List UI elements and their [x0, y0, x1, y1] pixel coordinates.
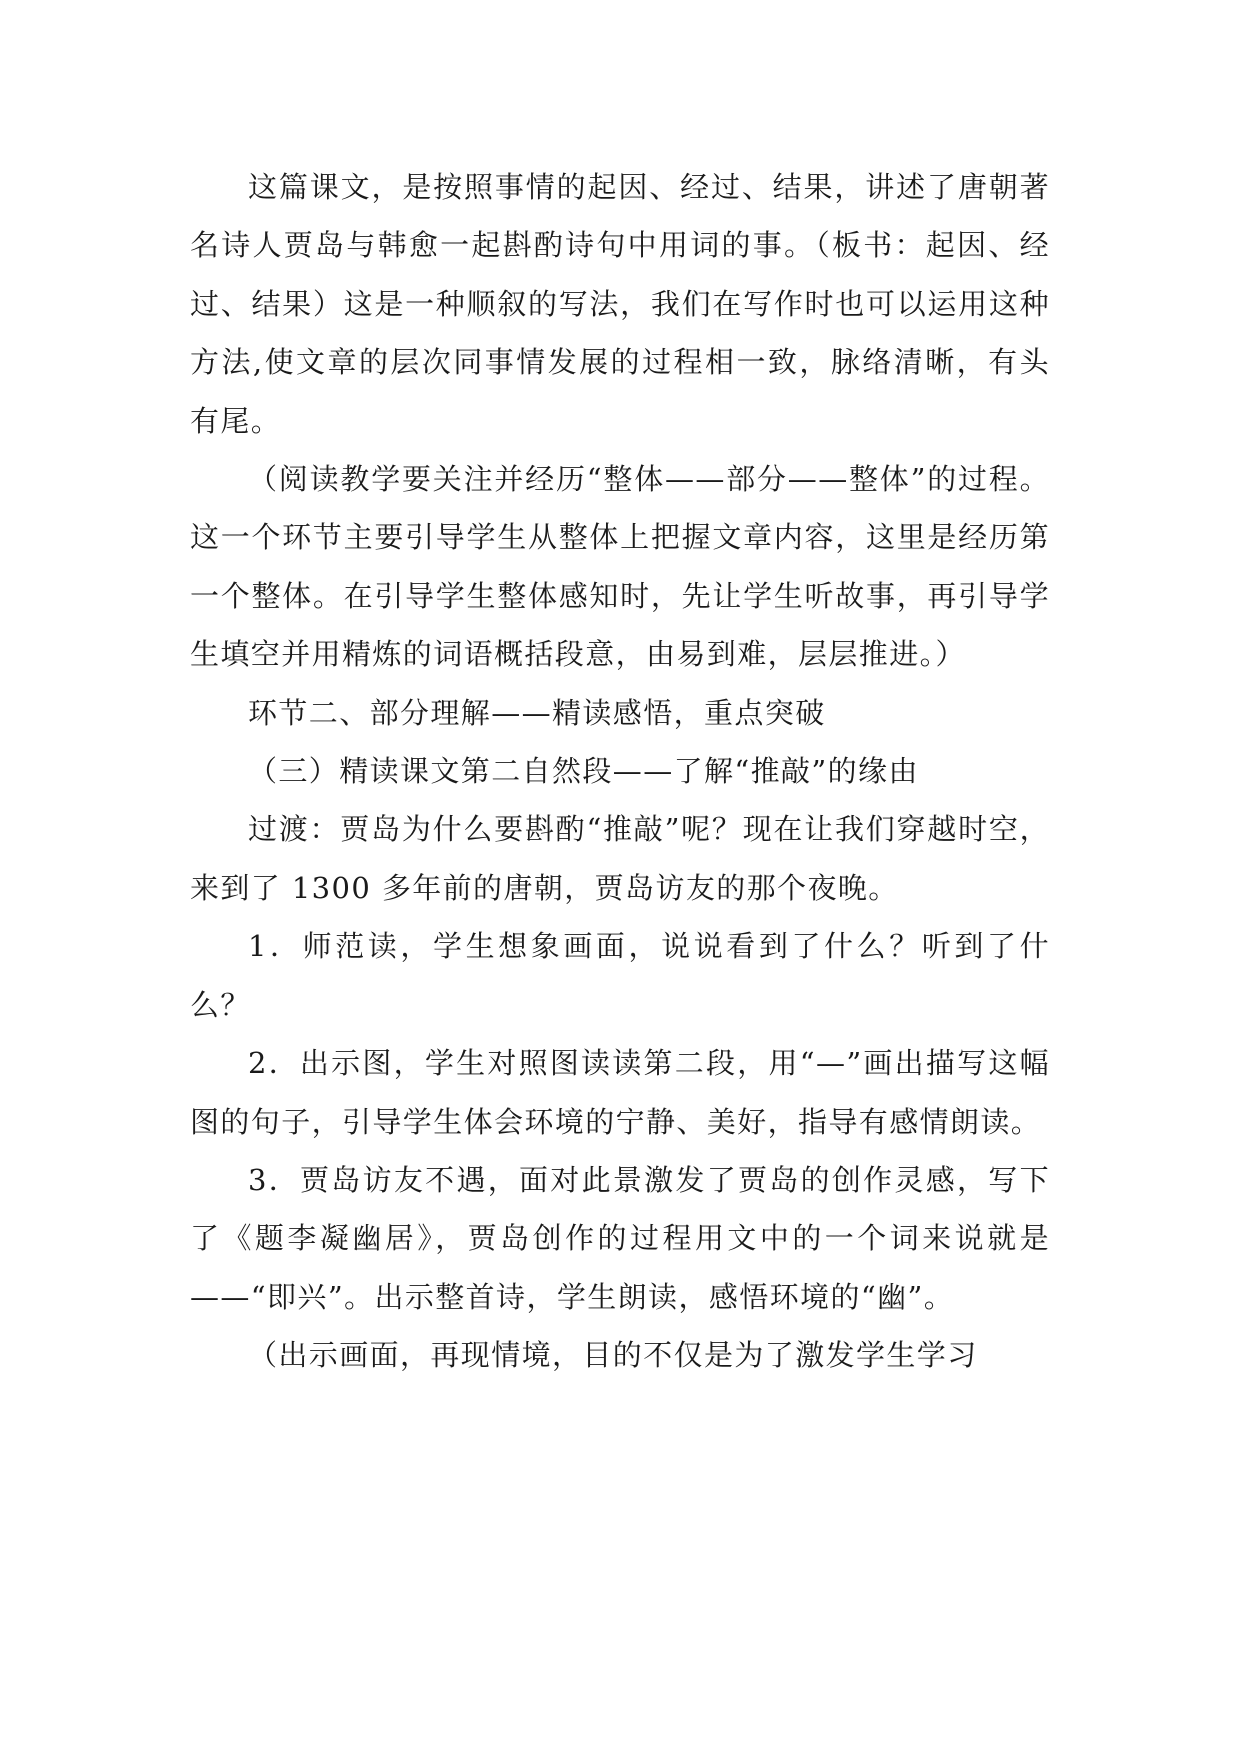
paragraph-teaching-note-scene: （出示画面，再现情境，目的不仅是为了激发学生学习: [248, 1338, 978, 1373]
section-heading-part-two: 环节二、部分理解——精读感悟，重点突破: [248, 695, 826, 730]
list-item-3: 3．贾岛访友不遇，面对此景激发了贾岛的创作灵感，写下了《题李凝幽居》，贾岛创作的过程用文中的一个词来说就是——“即兴”。出示整首诗，学生朗读，感悟环境的“幽”。: [190, 1162, 1050, 1314]
paragraph-teaching-note-whole: （阅读教学要关注并经历“整体——部分——整体”的过程。这一个环节主要引导学生从整体上把握文章内容，这里是经历第一个整体。在引导学生整体感知时，先让学生听故事，再引导学生填空并用精炼的词语概括段意，由易到难，层层推进。）: [190, 462, 1050, 672]
paragraph-transition: 过渡：贾岛为什么要斟酌“推敲”呢？现在让我们穿越时空，来到了 1300 多年前的唐朝，贾岛访友的那个夜晚。: [190, 812, 1050, 905]
paragraph-story-structure: 这篇课文，是按照事情的起因、经过、结果，讲述了唐朝著名诗人贾岛与韩愈一起斟酌诗句中用词的事。（板书：起因、经过、结果）这是一种顺叙的写法，我们在写作时也可以运用这种方法,使文章的层次同事情发展的过程相一致，脉络清晰，有头有尾。: [190, 170, 1050, 438]
document-page: [190, 158, 1050, 1385]
list-item-1: 1．师范读，学生想象画面，说说看到了什么？听到了什么？: [190, 929, 1050, 1022]
list-item-2: 2．出示图，学生对照图读读第二段，用“—”画出描写这幅图的句子，引导学生体会环境的宁静、美好，指导有感情朗读。: [190, 1046, 1050, 1139]
subsection-heading-three: （三）精读课文第二自然段——了解“推敲”的缘由: [248, 754, 919, 789]
